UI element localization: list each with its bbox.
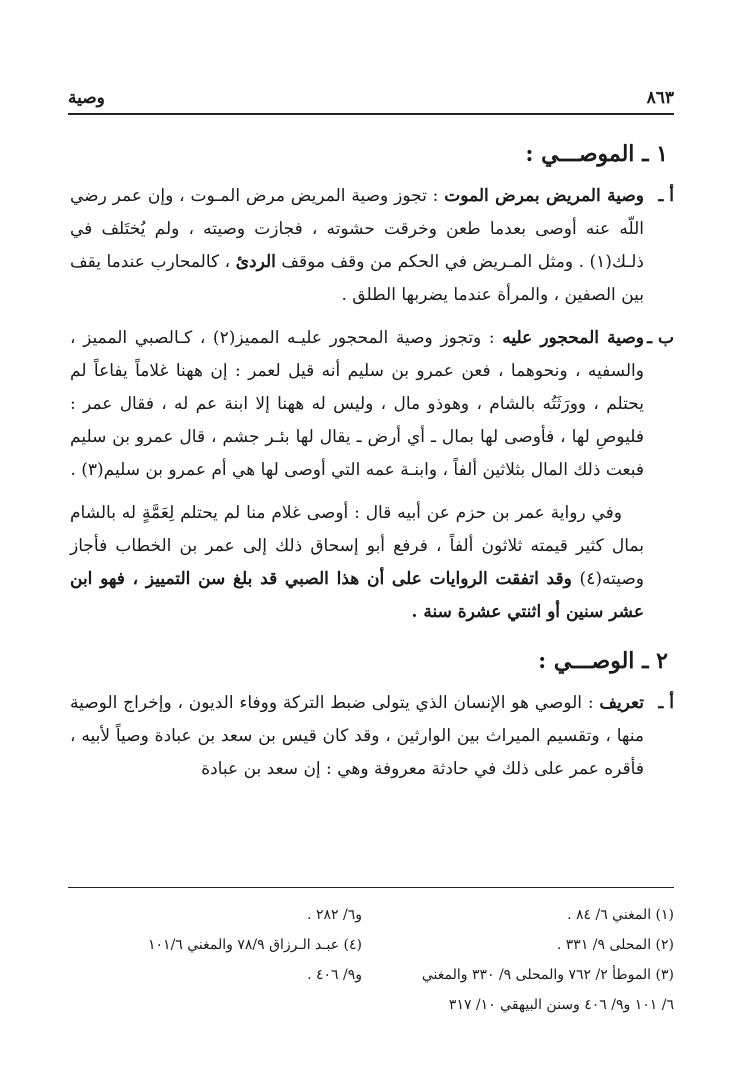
footnotes <box>70 900 674 1020</box>
paragraph <box>70 497 674 629</box>
item-text: ، كـالصبي المميز ، والسفيه ، ونحوهما ، فعن عمرو بن سليم أنه قيل لعمر : إن ههنا غلاماً يفاعاً لم يحتلم ، وورَثَتُه بالشام ، وهوذو مال ، وليس له ههنا إلا ابنة عم له ، فقال عمر : فليوصِ لها ، فأوصى لها بمال ـ أي أرض ـ يقال لها بئـر جشم ، قال عمرو بن سليم فبعت ذلك المال بثلاثين ألفاً ، وابنـة عمه التي أوصى لها هي أم عمرو بن سليم <box>70 328 644 480</box>
footnote-line: و٦/ ٢٨٢ . <box>307 907 362 923</box>
item-text: . ومثل المـريض في الحكم من وقف موقف <box>275 252 590 272</box>
item-text: . <box>70 460 82 480</box>
footnote-ref: (٢) <box>212 328 236 348</box>
item-marker: أ ـ <box>658 693 674 713</box>
footnote-line: (٤) عبـد الـرزاق ٧٨/٩ والمغني ١٠١/٦ <box>148 937 362 953</box>
para-text: وفي رواية عمر بن حزم عن أبيه قال : أوصى غلام منا لم يحتلم لِعَمَّةٍ له بالشام بمال كثير قيمته ثلاثون ألفاً ، فرفع أبو إسحاق ذلك إلى عمر بن الخطاب فأجاز وصيته <box>70 503 644 589</box>
main-text <box>70 128 674 796</box>
para-bold-text: وقد اتفقت الروايات على أن هذا الصبي قد بلغ سن التمييز ، فهو ابن عشر سنين أو اثنتي عشرة سنة . <box>70 569 644 622</box>
footnote-line: (٣) الموطأ ٢/ ٧٦٢ والمحلى ٩/ ٣٣٠ والمغني <box>421 967 674 983</box>
footnotes-right-column <box>382 900 674 1020</box>
running-title: وصية <box>68 88 105 108</box>
footnote-ref: (١) <box>589 252 612 272</box>
item-body <box>70 687 644 786</box>
item-text: : الوصي هو الإنسان الذي يتولى ضبط التركة ووفاء الديون ، وإخراج الوصية منها ، وتقسيم الميراث بين الوارثين ، وقد كان قيس بن سعد بن عبادة وصياً لأبيه ، فأقره عمر على ذلك في حادثة معروفة وهي : إن سعد بن عبادة <box>70 693 644 779</box>
footnote-line: (١) المغني ٦/ ٨٤ . <box>567 907 674 923</box>
item-marker: أ ـ <box>658 186 674 206</box>
item-1a <box>70 180 674 312</box>
footnote-ref: (٣) <box>81 460 104 480</box>
footnotes-left-column <box>70 900 362 1020</box>
footnote-rule <box>68 887 674 888</box>
item-marker: ب ـ <box>647 328 674 348</box>
item-text: ، كالمحارب عندما يقف بين الصفين ، والمرأة عندما يضربها الطلق . <box>70 252 644 305</box>
section-title-2: ٢ ـ الوصـــي : <box>538 648 668 674</box>
item-2a <box>70 687 674 786</box>
footnote-ref: (٤) <box>579 569 602 589</box>
page-number: ٨٦٣ <box>646 88 674 108</box>
item-lead: وصية المحجور عليه <box>502 328 645 348</box>
footnote-line: (٢) المحلى ٩/ ٣٣١ . <box>556 937 674 953</box>
item-lead: وصية المريض بمرض الموت <box>444 186 644 206</box>
bold-word: الردئ <box>235 252 276 272</box>
page-header <box>68 78 674 108</box>
item-body <box>70 180 644 312</box>
section-title-1: ١ ـ الموصـــي : <box>525 141 668 167</box>
footnote-line: و٩/ ٤٠٦ . <box>307 967 362 983</box>
footnote-line: ٦/ ١٠١ و٩/ ٤٠٦ وسنن البيهقي ١٠/ ٣١٧ <box>448 997 674 1013</box>
item-text: : وتجوز وصية المحجور عليـه المميز <box>235 328 503 348</box>
item-1b <box>70 322 674 487</box>
item-body <box>70 322 644 487</box>
item-lead: تعريف <box>599 693 644 713</box>
header-rule <box>68 113 674 115</box>
item-text: : تجوز وصية المريض مرض المـوت ، وإن عمر رضي اللّه عنه أوصى بعدما طعن وخرقت حشوته ، فجازت وصيته ، ولم يُختَلف في ذلـك <box>70 186 644 272</box>
